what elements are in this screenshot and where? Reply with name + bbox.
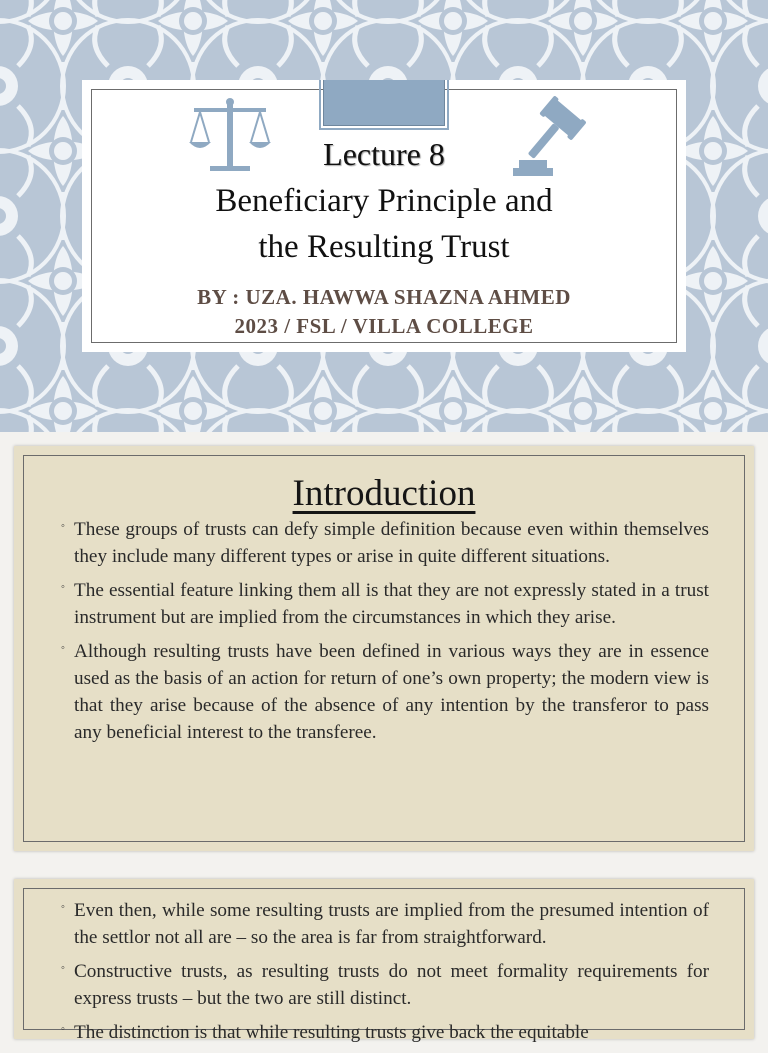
slide-heading: Introduction	[292, 473, 476, 514]
bullet-text: The distinction is that while resulting trusts give back the equitable	[74, 1022, 589, 1043]
bullet-marker-icon: ◦	[61, 901, 65, 913]
bullet-marker-icon: ◦	[61, 1023, 65, 1035]
bullet-list	[61, 516, 709, 753]
bullet-text: Even then, while some resulting trusts are implied from the presumed intention of the settlor not all are – so the area is far from straightforward.	[74, 900, 709, 948]
list-item	[61, 958, 709, 1012]
bullet-text: These groups of trusts can defy simple definition because even within themselves they include many different types or arise in quite different situations.	[74, 519, 709, 567]
lecture-title	[82, 178, 686, 270]
decorative-tab	[323, 80, 445, 126]
continuation-slide	[14, 879, 754, 1043]
author-name: BY : UZA. HAWWA SHAZNA AHMED	[197, 285, 571, 309]
bullet-marker-icon: ◦	[61, 642, 65, 654]
list-item	[61, 516, 709, 570]
introduction-slide	[14, 446, 754, 851]
bullet-list	[61, 897, 709, 1053]
title-line-2: the Resulting Trust	[258, 229, 510, 265]
title-card	[82, 80, 686, 352]
bullet-marker-icon: ◦	[61, 962, 65, 974]
bullet-marker-icon: ◦	[61, 581, 65, 593]
title-slide	[0, 0, 768, 432]
author-info	[82, 283, 686, 341]
course-info: 2023 / FSL / VILLA COLLEGE	[234, 314, 534, 338]
list-item	[61, 577, 709, 631]
list-item	[61, 897, 709, 951]
lecture-number: Lecture 8	[323, 136, 445, 172]
list-item	[61, 1019, 709, 1046]
title-line-1: Beneficiary Principle and	[215, 183, 553, 219]
bullet-text: Although resulting trusts have been defined in various ways they are in essence used as the basis of an action for return of one’s own property; the modern view is that they arise because of the absence of any intention by the transferor to pass any beneficial interest to the transferee.	[74, 641, 709, 743]
bullet-text: Constructive trusts, as resulting trusts do not meet formality requirements for express trusts – but the two are still distinct.	[74, 961, 709, 1009]
list-item	[61, 638, 709, 746]
bullet-text: The essential feature linking them all is that they are not expressly stated in a trust instrument but are implied from the circumstances in which they arise.	[74, 580, 709, 628]
bullet-marker-icon: ◦	[61, 520, 65, 532]
